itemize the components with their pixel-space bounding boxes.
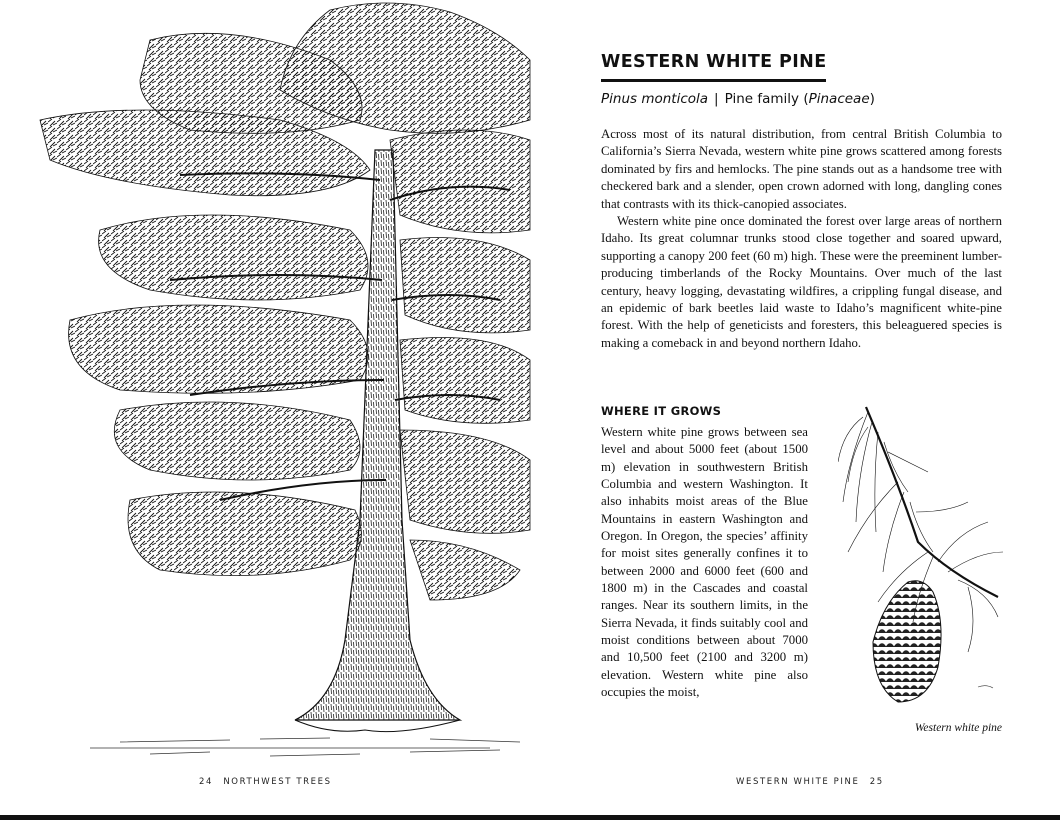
figure-caption: Western white pine: [914, 722, 1002, 734]
paragraph: Western white pine once dominated the forest over large areas of northern Idaho. Its great columnar trunks stood close together and soared upward, supporting a canopy 200 feet (60 m) high. These were the preeminent lumber-producing timberlands of the Rocky Mountains. Over much of the last century, heavy logging, devastating wildfires, a crippling fungal disease, and an epidemic of bark beetles laid waste to Idaho’s magnificent white-pine forest. With the help of geneticists and foresters, this beleaguered species is making a comeback in and beyond northern Idaho.: [601, 214, 1002, 350]
species-subtitle: [601, 91, 1001, 107]
left-folio: [193, 777, 332, 791]
family-latin-name: Pinaceae: [808, 91, 870, 107]
left-running-head: NORTHWEST TREES: [223, 777, 332, 787]
subtitle-separator: |: [714, 91, 719, 107]
scientific-name: Pinus monticola: [601, 91, 709, 107]
right-folio: [736, 777, 890, 791]
left-page-number: 24: [199, 777, 214, 787]
page-title: WESTERN WHITE PINE: [601, 52, 827, 72]
family-suffix: ): [869, 91, 875, 107]
title-underline: [601, 79, 826, 82]
intro-text: [601, 126, 1002, 352]
tree-illustration: [30, 0, 535, 770]
bottom-border: [0, 815, 1060, 820]
section-heading: WHERE IT GROWS: [601, 404, 722, 418]
section-text: Western white pine grows between sea level and about 5000 feet (about 1500 m) elevation in southwestern British Columbia and western Washington. It also inhabits moist areas of the Blue Mountains in eastern Washington and Oregon. In Oregon, the species’ affinity for moist sites generally confines it to between 2000 and 6000 feet (600 and 1800 m) in the Cascades and coastal ranges. Near its southern limits, in the Sierra Nevada, it finds suitably cool and moist conditions between about 7000 and 10,500 feet (2100 and 3200 m) elevation. Western white pine also occupies the moist,: [601, 425, 808, 700]
family-prefix: Pine family (: [724, 91, 809, 107]
right-running-head: WESTERN WHITE PINE: [736, 777, 860, 787]
right-page-number: 25: [869, 777, 884, 787]
paragraph: Across most of its natural distribution, from central British Columbia to California’s Sierra Nevada, western white pine grows scattered among forests dominated by firs and hemlocks. The pine stands out as a handsome tree with checkered bark and a slender, open crown adorned with long, dangling cones that contrasts with its thick-canopied associates.: [601, 127, 1002, 211]
cone-branch-illustration: [838, 402, 1004, 712]
